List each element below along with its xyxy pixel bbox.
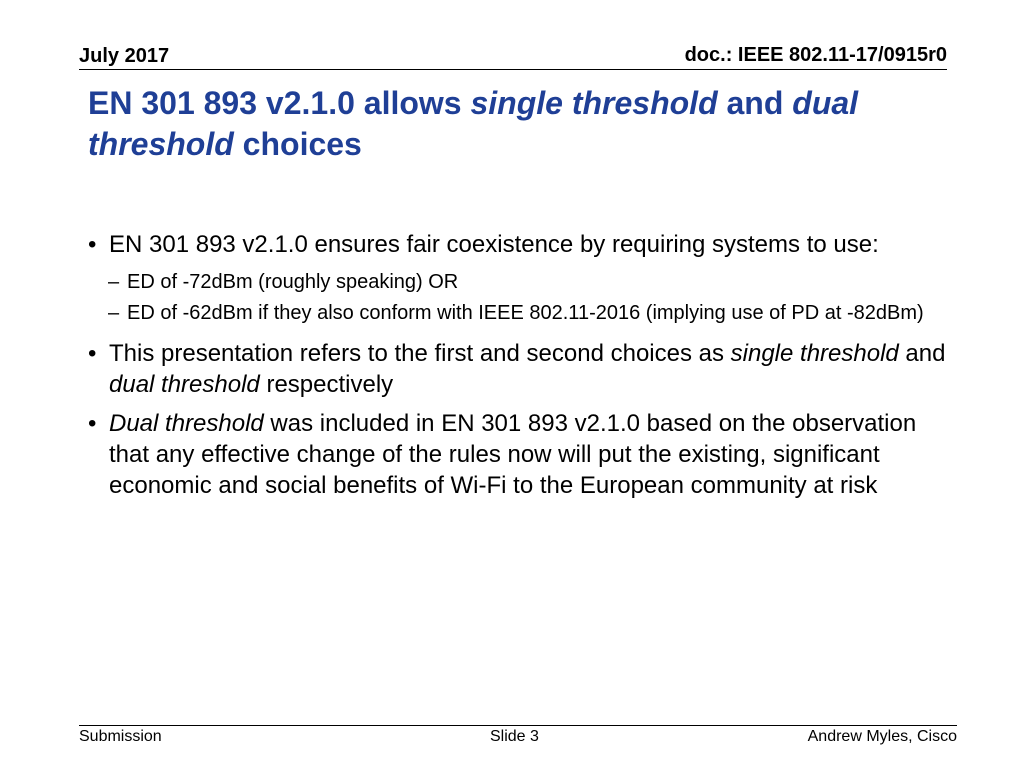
footer-submission: Submission [79, 728, 162, 745]
title-text-1: EN 301 893 v2.1.0 allows [88, 85, 471, 121]
slide-body [88, 229, 948, 509]
bullet-italic-2: dual threshold [109, 371, 260, 398]
bullet-item [88, 229, 948, 260]
bullet-italic-1: single threshold [730, 340, 899, 367]
header-doc-id: doc.: IEEE 802.11-17/0915r0 [684, 44, 947, 66]
bullet-item [88, 338, 948, 400]
header-divider [79, 69, 947, 70]
bullet-text-3: respectively [259, 371, 394, 398]
footer-slide-number: Slide 3 [490, 728, 539, 745]
bullet-text-1: This presentation refers to the first and second choices as [109, 340, 731, 367]
title-italic-1: single threshold [470, 85, 718, 121]
bullet-dot-icon: • [88, 340, 97, 367]
sub-bullet-item [88, 299, 948, 327]
bullet-text: EN 301 893 v2.1.0 ensures fair coexistence by requiring systems to use: [109, 231, 879, 258]
bullet-italic: Dual threshold [109, 410, 264, 437]
footer-divider [79, 725, 957, 726]
bullet-item [88, 408, 948, 501]
slide-title [88, 83, 948, 165]
title-text-3: choices [233, 126, 362, 162]
bullet-dot-icon: • [88, 410, 97, 437]
bullet-text-2: and [898, 340, 946, 367]
title-text-2: and [717, 85, 793, 121]
dash-bullet-icon: – [108, 302, 120, 324]
sub-bullet-item [88, 268, 948, 296]
sub-bullet-text: ED of -72dBm (roughly speaking) OR [127, 271, 459, 293]
bullet-text: was included in EN 301 893 v2.1.0 based on the observation that any effective change of the rules now will put the existing, significant economic and social benefits of Wi-Fi to the European community at risk [109, 410, 917, 499]
bullet-dot-icon: • [88, 231, 97, 258]
footer-author: Andrew Myles, Cisco [807, 728, 957, 745]
title-italic-2: dual threshold [88, 85, 859, 162]
header-date: July 2017 [79, 45, 170, 67]
sub-bullet-text: ED of -62dBm if they also conform with IEEE 802.11-2016 (implying use of PD at -82dBm) [127, 302, 924, 324]
dash-bullet-icon: – [108, 271, 120, 293]
